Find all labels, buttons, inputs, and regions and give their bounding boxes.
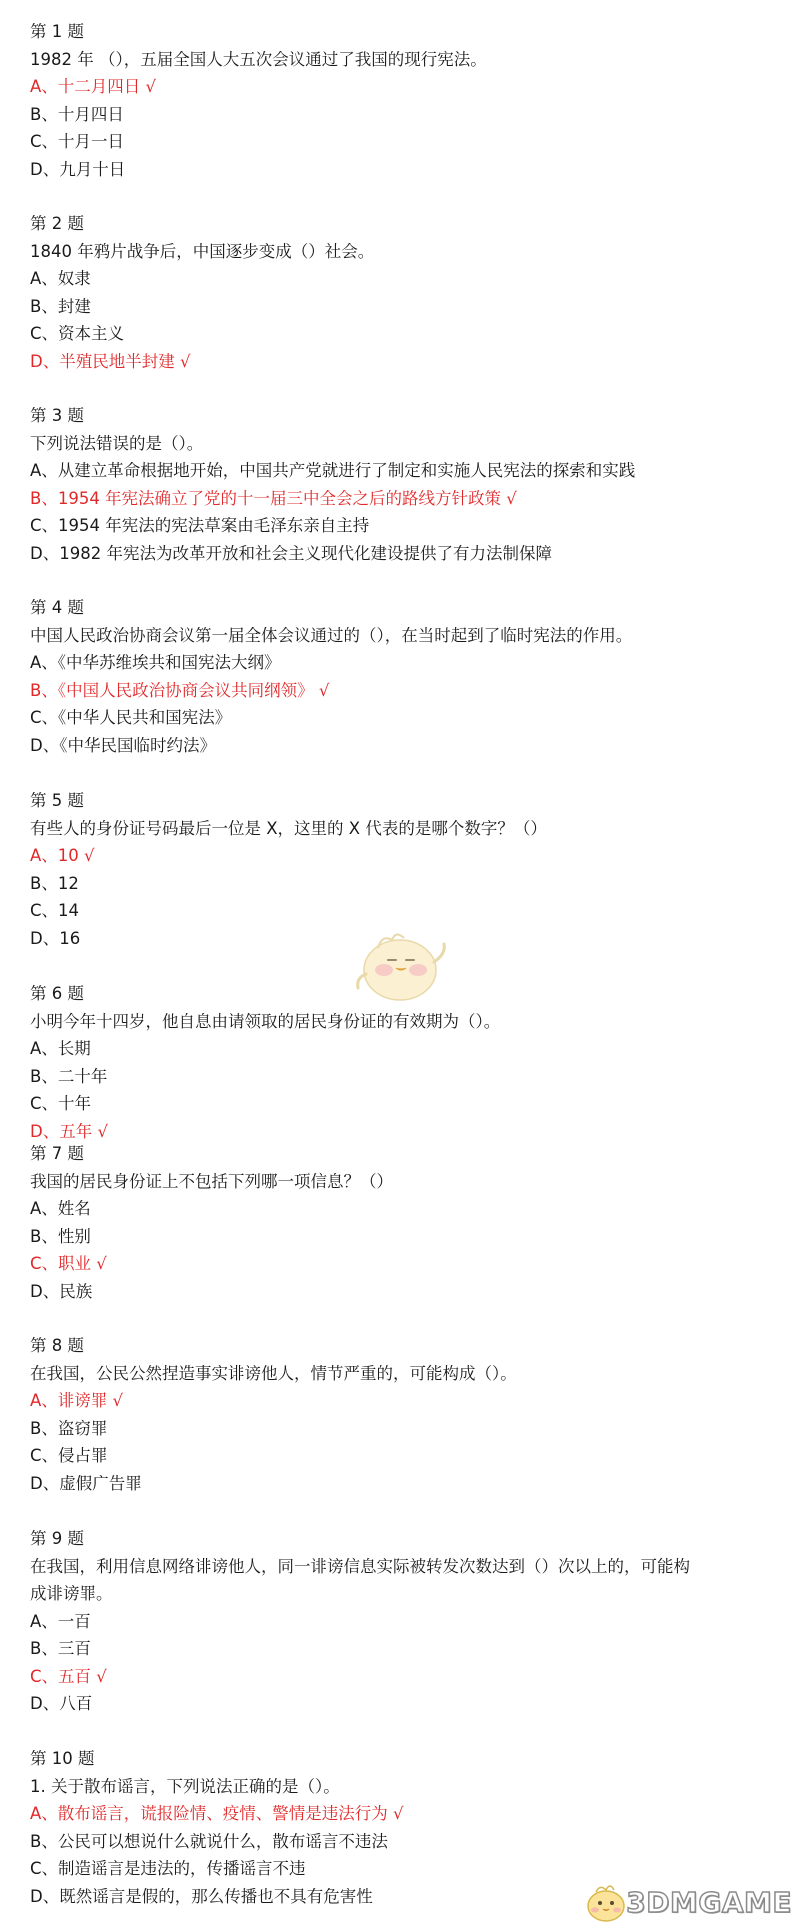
option-d: D、九月十日 (30, 159, 126, 179)
option-d: D、虚假广告罪 (30, 1473, 142, 1493)
option-a: A、从建立革命根据地开始，中国共产党就进行了制定和实施人民宪法的探索和实践 (30, 461, 636, 480)
option-b: B、性别 (30, 1226, 91, 1246)
question-4 (30, 594, 770, 759)
question-title: 第 2 题 (30, 214, 84, 233)
option-d-correct: D、五年 √ (30, 1121, 108, 1141)
option-c: C、制造谣言是违法的，传播谣言不违 (30, 1859, 306, 1878)
question-stem: 小明今年十四岁，他自息由请领取的居民身份证的有效期为（）。 (30, 1011, 501, 1031)
question-stem: 1. 关于散布谣言，下列说法正确的是（）。 (30, 1776, 340, 1796)
question-stem: 有些人的身份证号码最后一位是 X，这里的 X 代表的是哪个数字？（） (30, 818, 547, 838)
question-stem: 在我国，利用信息网络诽谤他人，同一诽谤信息实际被转发次数达到（）次以上的，可能构 (30, 1556, 690, 1576)
option-a: A、长期 (30, 1039, 91, 1058)
option-c: C、十月一日 (30, 132, 125, 151)
option-d: D、既然谣言是假的，那么传播也不具有危害性 (30, 1886, 373, 1906)
option-d: D、16 (30, 928, 81, 948)
question-title: 第 9 题 (30, 1529, 84, 1548)
option-d: D、《中华民国临时约法》 (30, 735, 216, 755)
question-title: 第 10 题 (30, 1749, 95, 1768)
site-logo (582, 1879, 792, 1925)
option-b: B、十月四日 (30, 104, 124, 124)
option-a-correct: A、散布谣言，谎报险情、疫情、警情是违法行为 √ (30, 1804, 404, 1823)
question-stem: 下列说法错误的是（）。 (30, 433, 204, 453)
option-c: C、1954 年宪法的宪法草案由毛泽东亲自主持 (30, 516, 370, 535)
question-1 (30, 18, 770, 183)
question-2 (30, 210, 770, 375)
chick-mascot-icon (582, 1880, 630, 1924)
question-stem-cont: 成诽谤罪。 (30, 1584, 113, 1603)
option-c: C、十年 (30, 1094, 92, 1113)
option-d-correct: D、半殖民地半封建 √ (30, 351, 191, 371)
question-3 (30, 402, 770, 567)
option-c: C、《中华人民共和国宪法》 (30, 708, 232, 727)
option-a: A、奴隶 (30, 269, 91, 288)
question-stem: 在我国，公民公然捏造事实诽谤他人，情节严重的，可能构成（）。 (30, 1363, 517, 1383)
logo-text: 3DMGAME (626, 1885, 792, 1919)
question-title: 第 8 题 (30, 1336, 84, 1355)
option-a-correct: A、诽谤罪 √ (30, 1391, 124, 1410)
option-b: B、盗窃罪 (30, 1418, 108, 1438)
option-b-correct: B、《中国人民政治协商会议共同纲领》 √ (30, 680, 330, 700)
question-title: 第 3 题 (30, 406, 84, 425)
question-6 (30, 980, 770, 1145)
question-8 (30, 1332, 770, 1497)
option-c-correct: C、职业 √ (30, 1254, 107, 1273)
option-c: C、侵占罪 (30, 1446, 108, 1465)
question-stem: 我国的居民身份证上不包括下列哪一项信息？（） (30, 1171, 393, 1191)
option-b: B、二十年 (30, 1066, 108, 1086)
option-a: A、《中华苏维埃共和国宪法大纲》 (30, 653, 281, 672)
question-stem: 中国人民政治协商会议第一届全体会议通过的（），在当时起到了临时宪法的作用。 (30, 625, 633, 645)
chick-mascot-icon (348, 918, 452, 1004)
question-title: 第 5 题 (30, 791, 84, 810)
option-a: A、一百 (30, 1611, 91, 1631)
option-b: B、封建 (30, 296, 91, 316)
question-9 (30, 1525, 770, 1718)
option-d: D、八百 (30, 1694, 93, 1713)
option-b: B、12 (30, 873, 79, 893)
option-b: B、公民可以想说什么就说什么，散布谣言不违法 (30, 1831, 388, 1851)
option-c-correct: C、五百 √ (30, 1666, 107, 1686)
question-title: 第 7 题 (30, 1144, 84, 1163)
question-stem: 1840 年鸦片战争后，中国逐步变成（）社会。 (30, 241, 375, 261)
question-7 (30, 1140, 770, 1305)
option-c: C、14 (30, 901, 80, 920)
option-d: D、民族 (30, 1281, 93, 1301)
option-b-correct: B、1954 年宪法确立了党的十一届三中全会之后的路线方针政策 √ (30, 488, 517, 508)
option-a: A、姓名 (30, 1199, 91, 1218)
option-a-correct: A、十二月四日 √ (30, 77, 157, 96)
question-title: 第 4 题 (30, 598, 84, 617)
question-title: 第 6 题 (30, 984, 84, 1003)
question-stem: 1982 年 （），五届全国人大五次会议通过了我国的现行宪法。 (30, 49, 487, 69)
option-b: B、三百 (30, 1639, 91, 1658)
question-title: 第 1 题 (30, 22, 84, 41)
option-a-correct: A、10 √ (30, 846, 95, 865)
option-c: C、资本主义 (30, 324, 125, 343)
option-d: D、1982 年宪法为改革开放和社会主义现代化建设提供了有力法制保障 (30, 543, 552, 563)
